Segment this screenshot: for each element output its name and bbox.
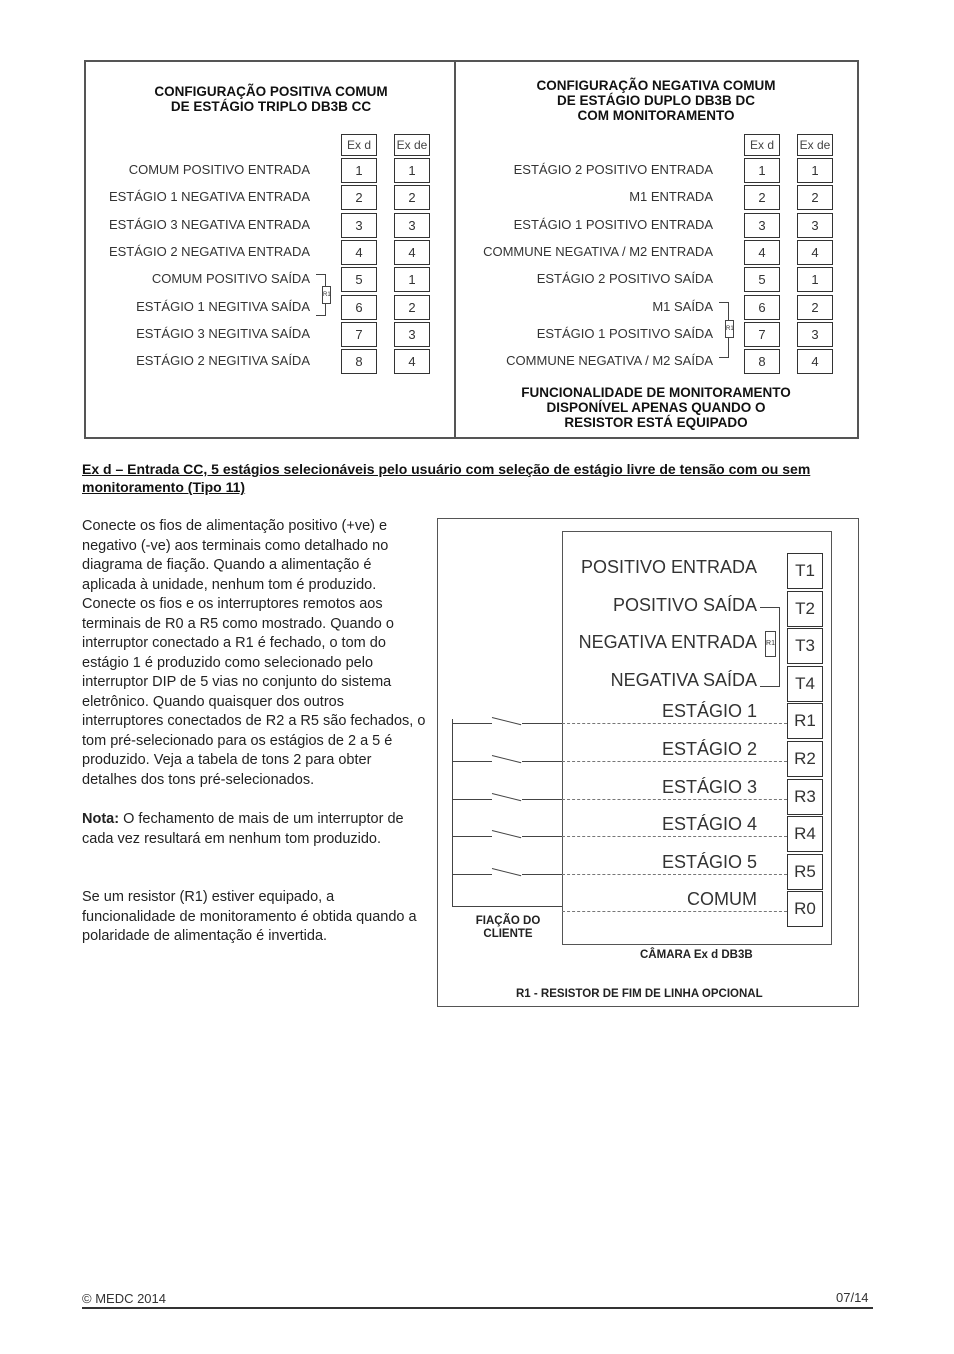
- terminal-config-figure: [84, 60, 859, 439]
- customer-wire: [452, 799, 492, 800]
- wiring-terminal-box: R1: [787, 703, 823, 739]
- negative-exd-cell: 6: [744, 295, 780, 320]
- positive-config-title: [126, 84, 416, 114]
- wiring-terminal-box: R2: [787, 741, 823, 777]
- positive-col-exde: Ex de: [394, 134, 430, 156]
- wiring-terminal-box: T1: [787, 553, 823, 589]
- positive-exd-cell: 2: [341, 185, 377, 210]
- positive-exd-cell: 5: [341, 267, 377, 292]
- wiring-terminal-label: ESTÁGIO 3: [661, 776, 757, 797]
- wiring-terminal-label: ESTÁGIO 4: [661, 814, 757, 835]
- remote-switch: [492, 830, 521, 838]
- negative-exde-cell: 1: [797, 158, 833, 183]
- positive-exde-cell: 2: [394, 185, 430, 210]
- wiring-terminal-box: R0: [787, 891, 823, 927]
- negative-row-label: COMMUNE NEGATIVA / M2 ENTRADA: [483, 243, 713, 259]
- negative-row-label: ESTÁGIO 2 POSITIVO SAÍDA: [536, 271, 713, 287]
- positive-exd-cell: 6: [341, 295, 377, 320]
- positive-exde-cell: 2: [394, 295, 430, 320]
- positive-row-label: ESTÁGIO 3 NEGATIVA ENTRADA: [108, 216, 310, 232]
- wiring-terminal-box: R5: [787, 854, 823, 890]
- positive-exd-cell: 3: [341, 213, 377, 238]
- positive-row-label: COMUM POSITIVO SAÍDA: [151, 271, 310, 287]
- customer-wire: [522, 874, 562, 875]
- positive-exde-cell: 1: [394, 158, 430, 183]
- terminal-dashed-line: [562, 874, 787, 875]
- body-paragraph-1: Conecte os fios de alimentação positivo (+ve) e negativo (-ve) aos terminais como detalhado no diagrama de fiação. Quando a alimentação é aplicada à unidade, nenhum tom é produzido. Conecte os fios e os interruptores remotos aos terminais de R0 a R5 como mostrado. Quando o interruptor conectado a R1 é fechado, o tom do estágio 1 é produzido como selecionado pelo interruptor DIP de 5 vias no conjunto do sistema eletrônico. Quando quaisquer dos outros interruptores conectados de R2 a R5 são fechados, o tom pré-selecionado para os estágios de 2 a 5 é produzido. Veja a tabela de tons 2 para obter detalhes dos tons pré-selecionados.: [82, 518, 426, 788]
- negative-exd-cell: 5: [744, 267, 780, 292]
- negative-exde-cell: 4: [797, 349, 833, 374]
- terminal-dashed-line: [562, 799, 787, 800]
- page-number: 07/14: [836, 1290, 869, 1305]
- terminal-dashed-line: [562, 723, 787, 724]
- resistor-footnote: R1 - RESISTOR DE FIM DE LINHA OPCIONAL: [516, 988, 763, 1000]
- negative-row-label: M1 ENTRADA: [629, 189, 713, 205]
- wiring-terminal-label: ESTÁGIO 5: [661, 851, 757, 872]
- positive-exd-cell: 7: [341, 322, 377, 347]
- negative-exde-cell: 2: [797, 295, 833, 320]
- wiring-terminal-label: ESTÁGIO 1: [661, 701, 757, 722]
- remote-switch: [492, 755, 521, 763]
- negative-exd-cell: 3: [744, 213, 780, 238]
- negative-exd-cell: 1: [744, 158, 780, 183]
- positive-exde-cell: 4: [394, 349, 430, 374]
- terminal-dashed-line: [562, 761, 787, 762]
- wiring-terminal-box: R4: [787, 816, 823, 852]
- customer-wire: [522, 761, 562, 762]
- negative-exde-cell: 3: [797, 322, 833, 347]
- copyright: © MEDC 2014: [82, 1291, 166, 1306]
- wiring-terminal-label: COMUM: [687, 889, 757, 910]
- positive-exd-cell: 8: [341, 349, 377, 374]
- positive-row-label: ESTÁGIO 2 NEGITIVA SAÍDA: [136, 353, 310, 369]
- panel-divider: [454, 62, 456, 437]
- positive-row-label: ESTÁGIO 1 NEGITIVA SAÍDA: [136, 298, 310, 314]
- customer-wire: [452, 761, 492, 762]
- customer-wire: [522, 836, 562, 837]
- negative-config-title: [496, 78, 816, 123]
- common-wire: [452, 906, 562, 907]
- monitoring-note-line3: RESISTOR ESTÁ EQUIPADO: [564, 415, 748, 430]
- wiring-terminal-box: T3: [787, 628, 823, 664]
- customer-wire-trunk: [452, 719, 453, 907]
- negative-row-label: M1 SAÍDA: [652, 298, 713, 314]
- positive-config-title-line1: CONFIGURAÇÃO POSITIVA COMUM: [154, 84, 388, 99]
- customer-wiring-line1: FIAÇÃO DO: [475, 915, 541, 927]
- monitoring-note-line2: DISPONÍVEL APENAS QUANDO O: [546, 400, 766, 415]
- negative-row-label: ESTÁGIO 2 POSITIVO ENTRADA: [513, 162, 713, 177]
- positive-row-label: ESTÁGIO 3 NEGITIVA SAÍDA: [136, 325, 310, 341]
- negative-col-exde: Ex de: [797, 134, 833, 156]
- remote-switch: [492, 868, 521, 876]
- positive-row-label: ESTÁGIO 1 NEGATIVA ENTRADA: [108, 189, 310, 205]
- negative-resistor: R1: [725, 320, 734, 338]
- wiring-terminal-label: NEGATIVA SAÍDA: [610, 669, 757, 690]
- remote-switch: [492, 717, 521, 725]
- negative-col-exd: Ex d: [744, 134, 780, 156]
- note-label: Nota:: [82, 811, 120, 827]
- terminal-dashed-line: [562, 911, 787, 912]
- wiring-diagram: [437, 518, 859, 1007]
- positive-row-label: COMUM POSITIVO ENTRADA: [128, 162, 310, 177]
- wiring-terminal-label: NEGATIVA ENTRADA: [578, 632, 757, 653]
- positive-exd-cell: 4: [341, 240, 377, 265]
- customer-wire: [522, 723, 562, 724]
- section-heading: Ex d – Entrada CC, 5 estágios selecionáveis pelo usuário com seleção de estágio livre de tensão com ou sem monitoramento (Tipo 11): [82, 461, 811, 495]
- customer-wire: [452, 874, 492, 875]
- negative-row-label: ESTÁGIO 1 POSITIVO ENTRADA: [513, 216, 713, 232]
- negative-exd-cell: 4: [744, 240, 780, 265]
- wiring-terminal-box: T2: [787, 591, 823, 627]
- terminal-dashed-line: [562, 836, 787, 837]
- positive-exde-cell: 3: [394, 322, 430, 347]
- positive-exd-cell: 1: [341, 158, 377, 183]
- negative-exde-cell: 3: [797, 213, 833, 238]
- negative-row-label: ESTÁGIO 1 POSITIVO SAÍDA: [536, 325, 713, 341]
- positive-row-label: ESTÁGIO 2 NEGATIVA ENTRADA: [108, 243, 310, 259]
- negative-config-title-line1: CONFIGURAÇÃO NEGATIVA COMUM: [536, 78, 776, 93]
- positive-exde-cell: 1: [394, 267, 430, 292]
- wiring-terminal-box: T4: [787, 666, 823, 702]
- negative-exde-cell: 2: [797, 185, 833, 210]
- wiring-resistor: R1: [765, 631, 776, 657]
- negative-config-title-line2: DE ESTÁGIO DUPLO DB3B DC: [556, 93, 756, 108]
- body-note: [82, 810, 427, 849]
- negative-exd-cell: 2: [744, 185, 780, 210]
- negative-config-title-line3: COM MONITORAMENTO: [577, 108, 735, 123]
- negative-exde-cell: 4: [797, 240, 833, 265]
- customer-wiring-label: [468, 915, 548, 941]
- wiring-terminal-label: ESTÁGIO 2: [661, 739, 757, 759]
- wiring-terminal-label: POSITIVO SAÍDA: [612, 594, 757, 615]
- note-text: O fechamento de mais de um interruptor de cada vez resultará em nenhum tom produzido.: [82, 811, 404, 847]
- wiring-terminal-label: POSITIVO ENTRADA: [580, 557, 757, 577]
- positive-exde-cell: 4: [394, 240, 430, 265]
- customer-wire: [452, 836, 492, 837]
- footer-rule: [82, 1307, 873, 1309]
- negative-exd-cell: 7: [744, 322, 780, 347]
- customer-wire: [452, 723, 492, 724]
- positive-config-title-line2: DE ESTÁGIO TRIPLO DB3B CC: [170, 99, 372, 114]
- customer-wiring-line2: CLIENTE: [483, 928, 533, 940]
- positive-resistor: R1: [322, 286, 331, 304]
- wiring-terminal-box: R3: [787, 779, 823, 815]
- body-paragraph-3: Se um resistor (R1) estiver equipado, a funcionalidade de monitoramento é obtida quando a polaridade de alimentação é invertida.: [82, 889, 417, 944]
- positive-exde-cell: 3: [394, 213, 430, 238]
- remote-switch: [492, 793, 521, 801]
- monitoring-note-line1: FUNCIONALIDADE DE MONITORAMENTO: [521, 385, 791, 400]
- monitoring-note: [481, 385, 831, 430]
- positive-col-exd: Ex d: [341, 134, 377, 156]
- negative-exd-cell: 8: [744, 349, 780, 374]
- chamber-label: CÂMARA Ex d DB3B: [640, 949, 753, 961]
- negative-row-label: COMMUNE NEGATIVA / M2 SAÍDA: [506, 353, 713, 369]
- customer-wire: [522, 799, 562, 800]
- negative-exde-cell: 1: [797, 267, 833, 292]
